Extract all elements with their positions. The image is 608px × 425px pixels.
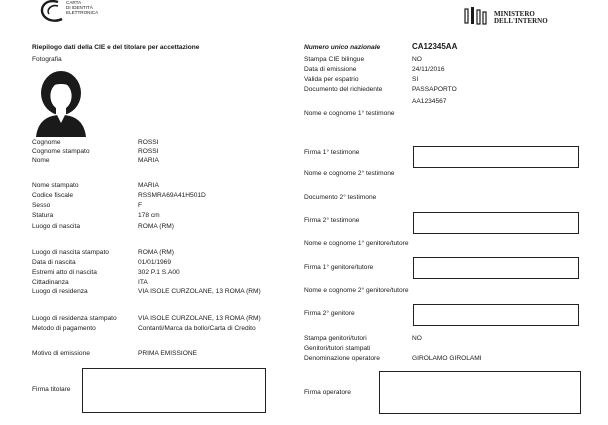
info-label: Valida per espatrio <box>304 76 359 83</box>
field-value: ROMA (RM) <box>138 223 174 230</box>
field-label: Codice fiscale <box>32 192 74 199</box>
genitori-stampati-label: Genitori/tutori stampati <box>304 345 371 352</box>
field-label: Motivo di emissione <box>32 350 90 357</box>
field-value: VIA ISOLE CURZOLANE, 13 ROMA (RM) <box>138 288 261 295</box>
ministry-logo <box>464 4 584 26</box>
field-value: MARIA <box>138 157 159 164</box>
field-value: ROSSI <box>138 148 159 155</box>
field-value: F <box>138 202 143 209</box>
witness1-sign-label: Firma 1° testimone <box>304 149 360 156</box>
field-label: Luogo di nascita <box>32 223 81 230</box>
witness2-sign-label: Firma 2° testimone <box>304 217 360 224</box>
parent2-sign-label: Firma 2° genitore <box>304 310 355 317</box>
witness2-doc-label: Documento 2° testimone <box>304 194 377 201</box>
info-label: Stampa CIE bilingue <box>304 56 365 63</box>
info-value: SI <box>412 76 419 83</box>
parent1-name-label: Nome e cognome 1° genitore/tutore <box>304 240 409 247</box>
photo-label: Fotografia <box>32 56 62 63</box>
field-label: Luogo di residenza <box>32 288 88 295</box>
ministry-text-2: DELL'INTERNO <box>494 17 548 25</box>
info-label: Documento del richiedente <box>304 86 383 93</box>
holder-signature-label: Firma titolare <box>32 386 71 393</box>
witness1-sign-box[interactable] <box>413 146 579 168</box>
field-value: ITA <box>138 279 148 286</box>
field-value: VIA ISOLE CURZOLANE, 13 ROMA (RM) <box>138 315 261 322</box>
info-value: PASSAPORTO <box>412 86 457 93</box>
document-number: AA1234567 <box>412 98 447 105</box>
stampa-genitori-value: NO <box>412 335 422 342</box>
field-value: ROSSI <box>138 139 159 146</box>
operatore-label: Denominazione operatore <box>304 355 380 362</box>
field-label: Estremi atto di nascita <box>32 269 97 276</box>
field-value: PRIMA EMISSIONE <box>138 350 197 357</box>
logo-text-3: ELETTRONICA <box>66 10 99 15</box>
summary-title: Riepilogo dati della CIE e del titolare per accettazione <box>32 44 200 51</box>
operator-signature-label: Firma operatore <box>304 389 351 396</box>
cie-logo <box>36 0 116 24</box>
parent1-sign-label: Firma 1° genitore/tutore <box>304 264 374 271</box>
parent1-sign-box[interactable] <box>413 257 579 279</box>
field-label: Cognome stampato <box>32 148 90 155</box>
field-label: Luogo di residenza stampato <box>32 315 117 322</box>
field-label: Cognome <box>32 139 61 146</box>
field-value: 178 cm <box>138 212 160 219</box>
parent2-name-label: Nome e cognome 2° genitore/tutore <box>304 287 409 294</box>
field-label: Nome stampato <box>32 182 79 189</box>
holder-signature-box[interactable] <box>82 368 266 413</box>
operator-signature-box[interactable] <box>379 371 581 414</box>
logo-text-2: DI IDENTITÀ <box>66 5 93 10</box>
numero-label: Numero unico nazionale <box>304 44 381 51</box>
field-label: Cittadinanza <box>32 279 69 286</box>
field-label: Nome <box>32 157 50 164</box>
stampa-genitori-label: Stampa genitori/tutori <box>304 335 367 342</box>
parent2-sign-box[interactable] <box>413 304 579 326</box>
field-label: Statura <box>32 212 54 219</box>
witness2-sign-box[interactable] <box>413 212 579 234</box>
info-value: NO <box>412 56 422 63</box>
ministry-emblem-icon <box>464 6 496 26</box>
witness2-name-label: Nome e cognome 2° testimone <box>304 170 395 177</box>
info-label: Data di emissione <box>304 66 357 73</box>
cie-logo-icon <box>36 0 70 24</box>
person-silhouette-icon <box>32 67 90 137</box>
field-label: Sesso <box>32 202 51 209</box>
operatore-value: GIROLAMO GIROLAMI <box>412 355 482 362</box>
info-value: 24/11/2016 <box>412 66 445 73</box>
field-value: 01/01/1969 <box>138 259 172 266</box>
logo-text-1: CARTA <box>66 0 82 5</box>
field-value: 302 P.1 S.A00 <box>138 269 180 276</box>
field-label: Metodo di pagamento <box>32 325 96 332</box>
field-value: ROMA (RM) <box>138 249 174 256</box>
numero-value: CA12345AA <box>412 42 458 51</box>
field-value: MARIA <box>138 182 159 189</box>
field-label: Data di nascita <box>32 259 76 266</box>
field-value: Contanti/Marca da bollo/Carta di Credito <box>138 325 256 332</box>
field-label: Luogo di nascita stampato <box>32 249 109 256</box>
ministry-text-1: MINISTERO <box>494 10 535 18</box>
witness1-name-label: Nome e cognome 1° testimone <box>304 110 395 117</box>
field-value: RSSMRA69A41H501D <box>138 192 206 199</box>
holder-photo <box>32 67 90 137</box>
